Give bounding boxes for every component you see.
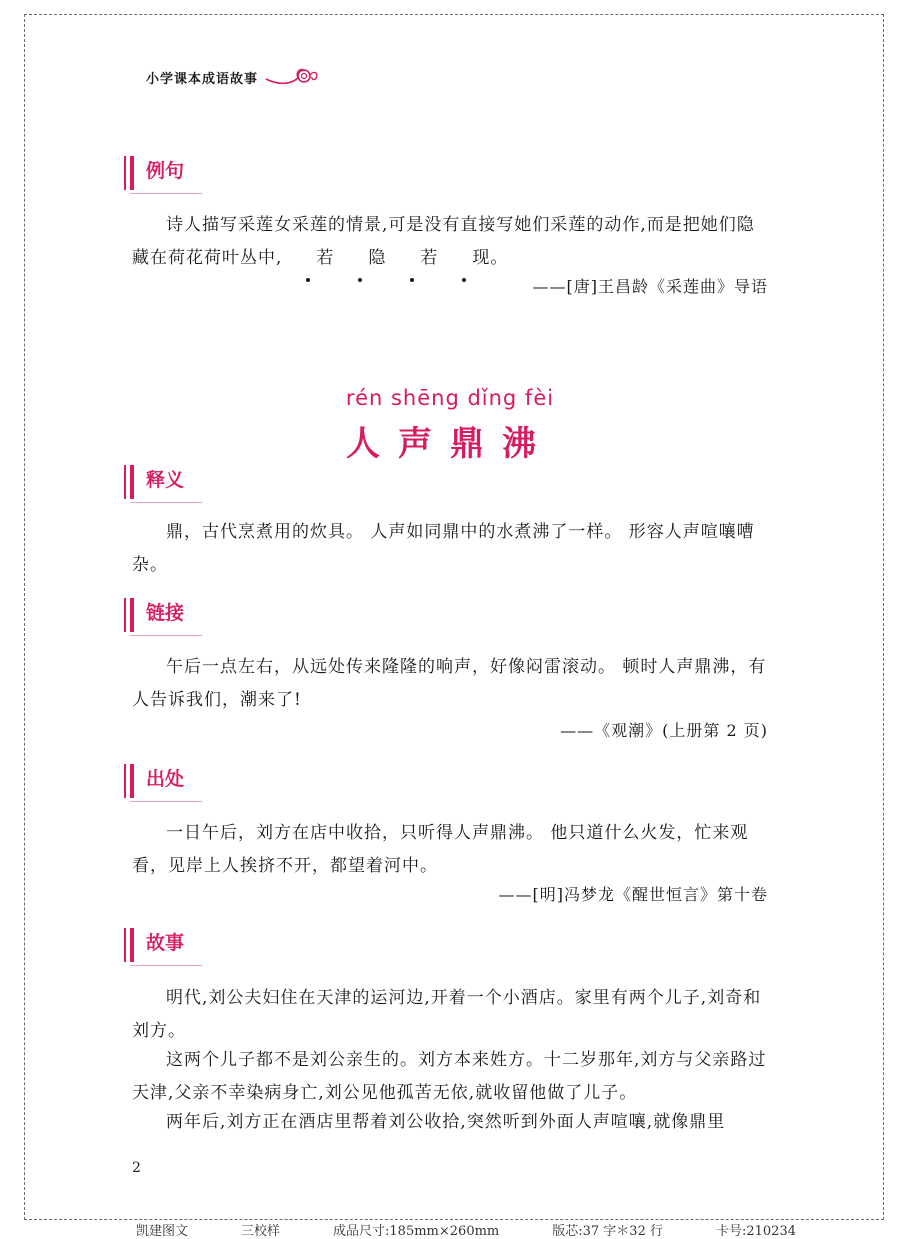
- running-header-title: 小学课本成语故事: [146, 71, 259, 87]
- section-label-example: 例句: [130, 156, 198, 190]
- story-paragraph: 两年后,刘方正在酒店里帮着刘公收拾,突然听到外面人声喧嚷,就像鼎里: [166, 1112, 726, 1132]
- section-label-link: 链接: [130, 598, 198, 632]
- cloud-ornament-icon: [264, 67, 320, 87]
- section-label-origin: 出处: [130, 764, 198, 798]
- emphasized-phrase: 若 隐 若 现: [282, 248, 490, 268]
- link-paragraph: 午后一点左右，从远处传来隆隆的响声，好像闷雷滚动。 顿时人声鼎沸，有人告诉我们，潮来了!: [132, 657, 767, 710]
- running-header: [146, 66, 320, 88]
- imprint-line: [136, 1220, 796, 1239]
- origin-source: ——[明]冯梦龙《醒世恒言》第十卷: [498, 885, 768, 904]
- definition-paragraph: 鼎，古代烹煮用的炊具。 人声如同鼎中的水煮沸了一样。 形容人声喧嚷嘈杂。: [132, 522, 755, 575]
- example-text: 诗人描写采莲女采莲的情景,可是没有直接写她们采莲的动作,而是把她们隐藏在荷花荷叶丛中,: [132, 215, 755, 268]
- section-label-story: 故事: [130, 928, 198, 962]
- story-paragraph: 明代,刘公夫妇住在天津的运河边,开着一个小酒店。家里有两个儿子,刘奇和刘方。: [132, 988, 762, 1041]
- imprint-proof: 三校样: [241, 1224, 281, 1239]
- story-paragraph: 这两个儿子都不是刘公亲生的。刘方本来姓方。十二岁那年,刘方与父亲路过天津,父亲不幸染病身亡,刘公见他孤苦无依,就收留他做了儿子。: [132, 1050, 767, 1103]
- example-paragraph: 诗人描写采莲女采莲的情景,可是没有直接写她们采莲的动作,而是把她们隐藏在荷花荷叶丛中, 若 隐 若 现。: [132, 209, 772, 275]
- example-source: ——[唐]王昌龄《采莲曲》导语: [532, 277, 768, 296]
- page-number: 2: [132, 1160, 141, 1176]
- idiom-title: 人声鼎沸: [346, 424, 554, 464]
- origin-paragraph: 一日午后，刘方在店中收拾，只听得人声鼎沸。 他只道什么火发，忙来观看，见岸上人挨挤不开，都望着河中。: [132, 823, 749, 876]
- idiom-pinyin: rén shēng dǐng fèi: [345, 386, 555, 410]
- imprint-card: 卡号:210234: [715, 1224, 796, 1239]
- imprint-publisher: 凯建图文: [136, 1224, 189, 1239]
- imprint-layout: 版芯:37 字＊32 行: [552, 1224, 663, 1239]
- section-label-definition: 释义: [130, 465, 198, 499]
- link-source: ——《观潮》(上册第 2 页): [560, 721, 768, 740]
- imprint-size: 成品尺寸:185mm×260mm: [333, 1224, 500, 1239]
